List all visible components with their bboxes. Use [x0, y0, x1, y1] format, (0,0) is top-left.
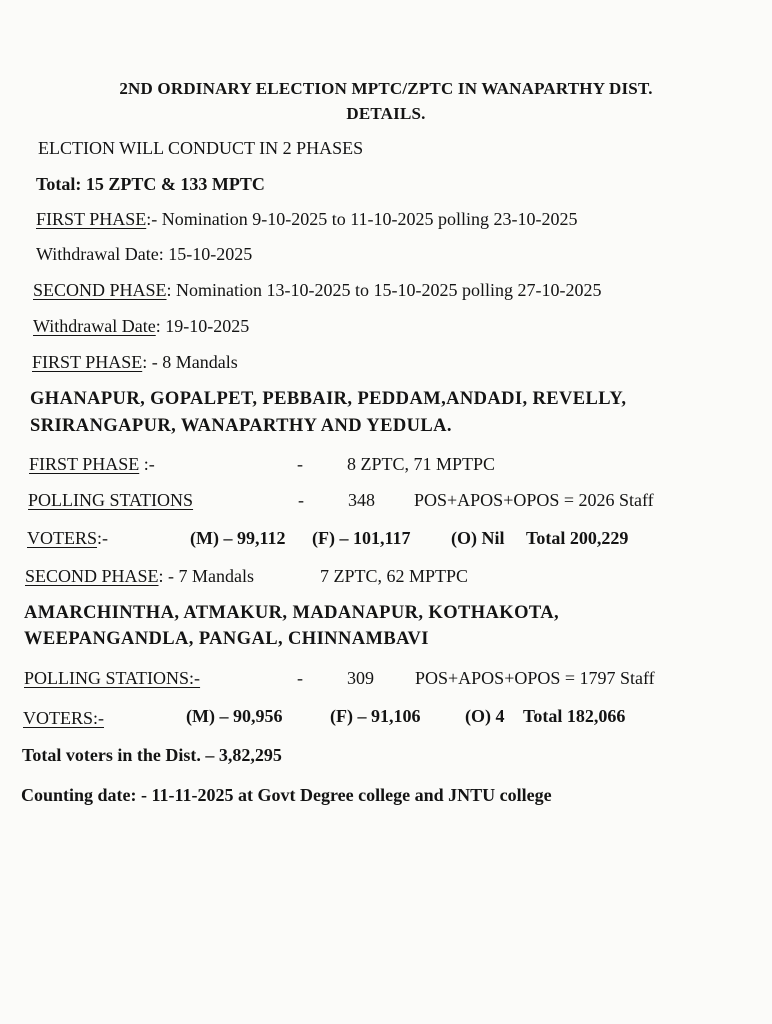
first-phase-mandals-label: FIRST PHASE — [32, 352, 143, 372]
first-phase-mandals-heading — [32, 351, 238, 373]
second-phase-schedule-text: : Nomination 13-10-2025 to 15-10-2025 polling 27-10-2025 — [166, 280, 602, 300]
first-phase-voters-label — [27, 527, 108, 549]
second-phase-label: SECOND PHASE — [33, 280, 167, 300]
counting-date: Counting date: - 11-11-2025 at Govt Degree college and JNTU college — [21, 785, 552, 805]
second-phase-mandal-list-continued: WEEPANGANDLA, PANGAL, CHINNAMBAVI — [24, 629, 429, 649]
total-voters-district: Total voters in the Dist. – 3,82,295 — [22, 745, 282, 765]
first-phase-schedule — [36, 208, 578, 230]
first-phase-voters-female: (F) – 101,117 — [312, 528, 411, 548]
withdrawal-label: Withdrawal Date — [33, 316, 156, 336]
first-phase-mandal-list-continued: SRIRANGAPUR, WANAPARTHY AND YEDULA. — [30, 416, 452, 436]
second-phase-summary-value: 7 ZPTC, 62 MPTPC — [320, 566, 469, 586]
first-phase-summary-dash: - — [297, 454, 303, 474]
second-phase-mandals-label: SECOND PHASE — [25, 566, 159, 586]
first-phase-summary-label — [29, 453, 155, 475]
second-phase-voters-label: VOTERS:- — [23, 708, 104, 728]
second-phase-mandals-heading — [25, 565, 254, 587]
first-phase-polling-dash: - — [298, 490, 304, 510]
second-phase-voters-other: (O) 4 — [465, 706, 505, 726]
second-phase-mandal-list: AMARCHINTHA, ATMAKUR, MADANAPUR, KOTHAKOTA, — [24, 603, 560, 623]
first-phase-voters-label-text: VOTERS — [27, 528, 98, 548]
first-phase-summary-value: 8 ZPTC, 71 MPTPC — [347, 454, 496, 474]
intro-text: ELCTION WILL CONDUCT IN 2 PHASES — [38, 138, 364, 158]
document-title: 2ND ORDINARY ELECTION MPTC/ZPTC IN WANAPARTHY DIST. — [119, 79, 653, 98]
first-phase-mandals-count: : - 8 Mandals — [142, 352, 238, 372]
second-phase-voters-female: (F) – 91,106 — [330, 706, 421, 726]
total-seats: Total: 15 ZPTC & 133 MPTC — [36, 174, 265, 194]
first-phase-summary-suffix: :- — [143, 454, 155, 474]
second-phase-withdrawal — [33, 315, 249, 337]
first-phase-polling-count: 348 — [348, 490, 375, 510]
first-phase-summary-label-text: FIRST PHASE — [29, 454, 140, 474]
first-phase-label: FIRST PHASE — [36, 209, 147, 229]
first-phase-schedule-text: :- Nomination 9-10-2025 to 11-10-2025 polling 23-10-2025 — [146, 209, 578, 229]
second-phase-polling-dash: - — [297, 668, 303, 688]
second-phase-voters-male: (M) – 90,956 — [186, 706, 283, 726]
withdrawal-value: : 19-10-2025 — [155, 316, 250, 336]
first-phase-mandal-list: GHANAPUR, GOPALPET, PEBBAIR, PEDDAM,ANDADI, REVELLY, — [30, 389, 627, 409]
first-phase-voters-total: Total 200,229 — [526, 528, 629, 548]
first-phase-voters-male: (M) – 99,112 — [190, 528, 286, 548]
second-phase-voters-total: Total 182,066 — [523, 706, 626, 726]
first-phase-voters-other: (O) Nil — [451, 528, 505, 548]
second-phase-schedule — [33, 279, 602, 301]
second-phase-polling-staff: POS+APOS+OPOS = 1797 Staff — [415, 668, 655, 688]
first-phase-polling-label: POLLING STATIONS — [28, 490, 194, 510]
second-phase-polling-label: POLLING STATIONS:- — [24, 668, 201, 688]
document-title-continued: DETAILS. — [346, 104, 426, 123]
first-phase-withdrawal: Withdrawal Date: 15-10-2025 — [36, 244, 253, 264]
second-phase-mandals-count: : - 7 Mandals — [158, 566, 255, 586]
second-phase-polling-count: 309 — [347, 668, 374, 688]
first-phase-voters-suffix: :- — [97, 528, 109, 548]
first-phase-polling-staff: POS+APOS+OPOS = 2026 Staff — [414, 490, 654, 510]
